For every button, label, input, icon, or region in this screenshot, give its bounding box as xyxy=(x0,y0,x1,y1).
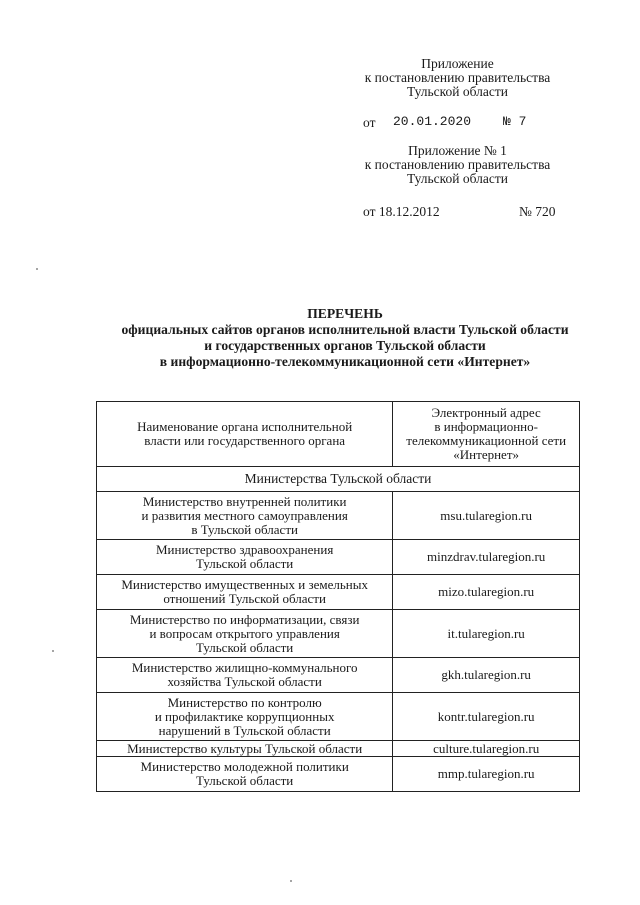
appendix-header-current xyxy=(340,57,575,99)
site-address: culture.tularegion.ru xyxy=(393,741,580,757)
organ-name: Министерство по контролю и профилактике коррупционных нарушений в Тульской области xyxy=(97,693,393,741)
table-row xyxy=(97,658,580,693)
title-heading: ПЕРЕЧЕНЬ xyxy=(307,306,383,321)
site-address: msu.tularegion.ru xyxy=(393,492,580,540)
decree-original-date: от 18.12.2012 xyxy=(363,204,440,219)
appendix-region: Тульской области xyxy=(407,171,508,186)
scan-speck xyxy=(52,650,54,652)
table-row xyxy=(97,610,580,658)
decree-original-number: № 720 xyxy=(519,204,556,219)
appendix-resolution: к постановлению правительства xyxy=(364,70,551,85)
table-header-row xyxy=(97,402,580,467)
appendix-label: Приложение xyxy=(421,56,494,71)
table-row xyxy=(97,757,580,792)
site-address: mizo.tularegion.ru xyxy=(393,575,580,610)
section-title: Министерства Тульской области xyxy=(97,467,580,492)
organ-name: Министерство молодежной политики Тульской области xyxy=(97,757,393,792)
organ-name: Министерство здравоохранения Тульской области xyxy=(97,540,393,575)
table-row xyxy=(97,741,580,757)
site-address: minzdrav.tularegion.ru xyxy=(393,540,580,575)
column-header-address: Электронный адрес в информационно- телекоммуникационной сети «Интернет» xyxy=(393,402,580,467)
site-address: it.tularegion.ru xyxy=(393,610,580,658)
table-row xyxy=(97,540,580,575)
organ-name: Министерство культуры Тульской области xyxy=(97,741,393,757)
column-header-organ: Наименование органа исполнительной власти или государственного органа xyxy=(97,402,393,467)
organ-name: Министерство имущественных и земельных отношений Тульской области xyxy=(97,575,393,610)
title-line: и государственных органов Тульской области xyxy=(204,338,486,353)
table-row xyxy=(97,575,580,610)
site-address: kontr.tularegion.ru xyxy=(393,693,580,741)
websites-table xyxy=(96,401,580,792)
title-line: официальных сайтов органов исполнительной власти Тульской области xyxy=(121,322,569,337)
table-row xyxy=(97,693,580,741)
appendix-header-original xyxy=(340,144,575,186)
organ-name: Министерство жилищно-коммунального хозяйства Тульской области xyxy=(97,658,393,693)
title-line: в информационно-телекоммуникационной сети «Интернет» xyxy=(159,354,531,369)
decree-current-number: № 7 xyxy=(503,114,527,129)
appendix-resolution: к постановлению правительства xyxy=(364,157,551,172)
organ-name: Министерство по информатизации, связи и вопросам открытого управления Тульской области xyxy=(97,610,393,658)
appendix-region: Тульской области xyxy=(407,84,508,99)
decree-current-date: 20.01.2020 xyxy=(393,114,472,129)
scan-speck xyxy=(290,880,292,882)
table-row xyxy=(97,492,580,540)
organ-name: Министерство внутренней политики и развития местного самоуправления в Тульской области xyxy=(97,492,393,540)
appendix-label: Приложение № 1 xyxy=(408,143,507,158)
decree-current-prefix: от xyxy=(363,115,376,130)
site-address: mmp.tularegion.ru xyxy=(393,757,580,792)
document-title xyxy=(60,306,630,370)
site-address: gkh.tularegion.ru xyxy=(393,658,580,693)
section-row xyxy=(97,467,580,492)
scan-speck xyxy=(36,268,38,270)
